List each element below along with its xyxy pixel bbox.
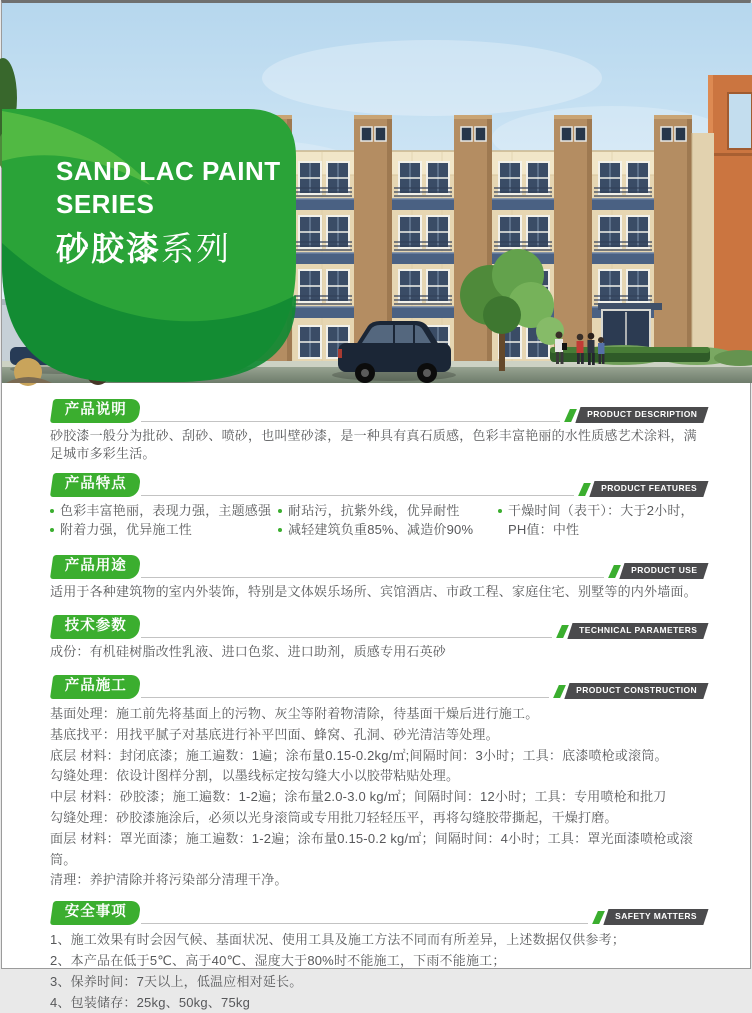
section-product-description bbox=[50, 398, 706, 463]
section-title-en-badge bbox=[575, 407, 708, 423]
feature-text: 色彩丰富艳丽，表现力强，主题感强 bbox=[60, 503, 272, 518]
safety-note: 2、本产品在低于5℃、高于40℃、湿度大于80%时不能施工，下雨不能施工； bbox=[50, 952, 506, 968]
section-title-en: PRODUCT FEATURES bbox=[601, 482, 698, 493]
content-area bbox=[2, 398, 750, 1013]
construction-step: 底层 材料：封闭底漆；施工遍数：1遍；涂布量0.15-0.2kg/㎡;间隔时间：3小时；工具：底漆喷枪或滚筒。 bbox=[50, 747, 668, 763]
green-slash-icon bbox=[556, 625, 569, 638]
feature-text: 减轻建筑负重85%、减造价90% bbox=[288, 521, 474, 537]
section-title-en-badge bbox=[604, 909, 709, 925]
section-header bbox=[50, 472, 706, 496]
section-title-badge bbox=[50, 675, 141, 699]
bullet-dot bbox=[498, 509, 502, 513]
section-header bbox=[50, 614, 706, 638]
section-header bbox=[50, 398, 706, 422]
section-title-badge bbox=[50, 555, 141, 579]
section-title-zh: 产品用途 bbox=[64, 557, 127, 574]
feature-item bbox=[50, 521, 278, 540]
construction-step: 基面处理：施工前先将基面上的污物、灰尘等附着物清除，待基面干燥后进行施工。 bbox=[50, 706, 539, 721]
section-title-badge bbox=[50, 615, 141, 639]
hero-building-photo bbox=[2, 3, 750, 383]
bullet-dot bbox=[50, 509, 54, 513]
section-title-en: PRODUCT USE bbox=[630, 564, 698, 575]
features-column-1 bbox=[50, 502, 278, 539]
section-title-badge bbox=[50, 399, 141, 423]
series-title-zh-rest: 系列 bbox=[161, 230, 231, 267]
construction-step: 基底找平：用找平腻子对基底进行补平凹面、蜂窝、孔洞、砂光清洁等处理。 bbox=[50, 726, 499, 742]
building-illustration bbox=[2, 3, 752, 383]
section-product-features bbox=[50, 472, 706, 539]
safety-note: 4、包装储存：25kg、50kg、75kg bbox=[50, 994, 250, 1010]
section-title-en-badge bbox=[567, 623, 708, 639]
section-product-use bbox=[50, 554, 706, 601]
section-title-zh: 产品特点 bbox=[64, 475, 127, 492]
section-title-en-badge bbox=[565, 683, 709, 699]
section-title-en: PRODUCT CONSTRUCTION bbox=[576, 684, 698, 695]
feature-item bbox=[498, 502, 706, 539]
feature-item bbox=[50, 502, 278, 521]
section-header bbox=[50, 554, 706, 578]
section-title-zh: 安全事项 bbox=[64, 903, 127, 920]
series-title-zh-bold: 砂胶漆 bbox=[56, 230, 161, 267]
section-title-zh: 产品说明 bbox=[64, 401, 127, 418]
feature-text: 耐玷污，抗紫外线，优异耐性 bbox=[288, 503, 460, 518]
safety-notes bbox=[50, 930, 706, 1013]
green-slash-icon bbox=[608, 565, 621, 578]
safety-note: 3、保养时间：7天以上，低温应相对延长。 bbox=[50, 973, 303, 989]
series-title-en-line1: SAND LAC PAINT bbox=[56, 156, 281, 186]
section-header bbox=[50, 900, 706, 924]
feature-text: 干燥时间（表干）：大于2小时，PH值：中性 bbox=[508, 503, 694, 537]
features-column-2 bbox=[278, 502, 498, 539]
section-technical-parameters bbox=[50, 614, 706, 661]
brochure-page bbox=[1, 0, 751, 1010]
section-title-en: PRODUCT DESCRIPTION bbox=[587, 408, 698, 419]
series-title-en-line2: SERIES bbox=[56, 189, 155, 219]
feature-text: 附着力强，优异施工性 bbox=[60, 521, 193, 537]
construction-step: 清理：养护清除并将污染部分清理干净。 bbox=[50, 872, 288, 888]
construction-step: 勾缝处理：依设计图样分割，以墨线标定按勾缝大小以胶带粘贴处理。 bbox=[50, 768, 460, 784]
section-header bbox=[50, 674, 706, 698]
header-rule bbox=[141, 923, 588, 924]
construction-steps bbox=[50, 704, 706, 891]
header-rule bbox=[141, 577, 604, 578]
section-safety-matters bbox=[50, 900, 706, 1013]
header-rule bbox=[141, 495, 574, 496]
header-rule bbox=[141, 421, 560, 422]
feature-item bbox=[278, 521, 498, 540]
section-title-badge bbox=[50, 901, 141, 925]
bullet-dot bbox=[50, 528, 54, 532]
bullet-dot bbox=[278, 509, 282, 513]
description-body: 砂胶漆一般分为批砂、刮砂、喷砂，也叫壁砂漆，是一种具有真石质感，色彩丰富艳丽的水性质感艺术涂料，满足城市多彩生活。 bbox=[50, 428, 697, 461]
features-columns bbox=[50, 502, 706, 539]
section-title-zh: 技术参数 bbox=[64, 617, 127, 634]
features-column-3 bbox=[498, 502, 706, 539]
section-product-construction bbox=[50, 674, 706, 891]
section-title-en-badge bbox=[619, 563, 708, 579]
header-rule bbox=[141, 637, 552, 638]
section-title-en: TECHNICAL PARAMETERS bbox=[578, 624, 698, 635]
construction-step: 面层 材料：罩光面漆；施工遍数：1-2遍；涂布量0.15-0.2 kg/㎡；间隔时间：4小时；工具：罩光面漆喷枪或滚筒。 bbox=[50, 830, 693, 867]
bullet-dot bbox=[278, 528, 282, 532]
construction-step: 勾缝处理：砂胶漆施涂后，必须以光身滚筒或专用批刀轻轻压平，再将勾缝胶带撕起，干燥打磨。 bbox=[50, 809, 618, 825]
parameters-body: 成份：有机硅树脂改性乳液、进口色浆、进口助剂，质感专用石英砂 bbox=[50, 644, 447, 659]
section-title-en: SAFETY MATTERS bbox=[615, 910, 698, 921]
construction-step: 中层 材料：砂胶漆；施工遍数：1-2遍；涂布量2.0-3.0 kg/㎡；间隔时间：12小时；工具：专用喷枪和批刀 bbox=[50, 789, 667, 805]
feature-item bbox=[278, 502, 498, 521]
section-title-zh: 产品施工 bbox=[64, 677, 127, 694]
use-body: 适用于各种建筑物的室内外装饰，特别是文体娱乐场所、宾馆酒店、市政工程、家庭住宅、别墅等的内外墙面。 bbox=[50, 584, 697, 599]
header-rule bbox=[141, 697, 549, 698]
section-title-en-badge bbox=[590, 481, 709, 497]
green-slash-icon bbox=[564, 409, 577, 422]
safety-note: 1、施工效果有时会因气候、基面状况、使用工具及施工方法不同而有所差异，上述数据仅供参考； bbox=[50, 932, 626, 948]
section-title-badge bbox=[50, 473, 141, 497]
